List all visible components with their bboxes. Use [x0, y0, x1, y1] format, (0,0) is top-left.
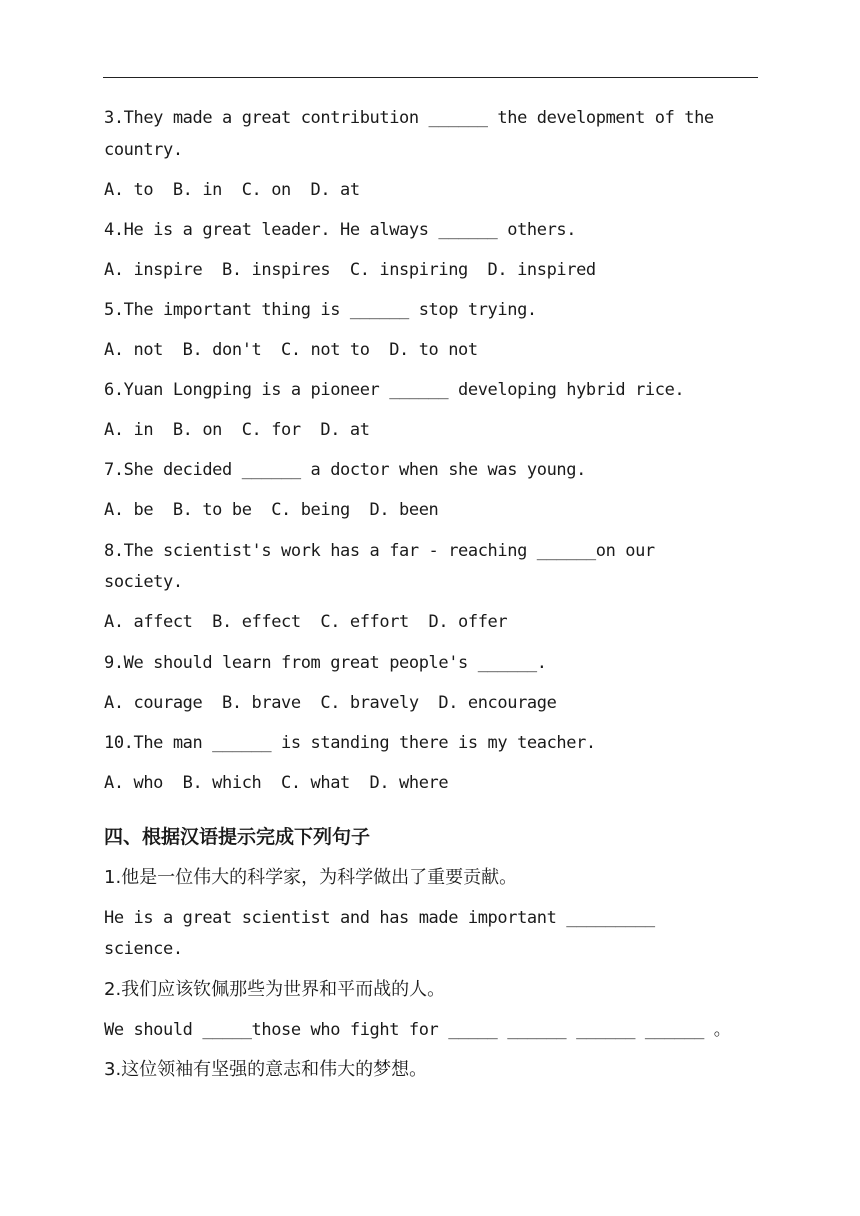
section-4-heading: 四、根据汉语提示完成下列句子: [104, 826, 371, 848]
question-8-stem: 8.The scientist's work has a far - reaching ______on our: [104, 541, 655, 561]
question-8-options: A. affect B. effect C. effort D. offer: [104, 612, 508, 632]
header-rule: [103, 77, 758, 78]
question-10-stem: 10.The man ______ is standing there is my teacher.: [104, 733, 596, 753]
translation-2-english: We should _____those who fight for _____ ______ ______ ______ 。: [104, 1020, 731, 1040]
question-10-options: A. who B. which C. what D. where: [104, 773, 449, 793]
translation-1-english-cont: science.: [104, 939, 183, 959]
question-9-stem: 9.We should learn from great people's ______.: [104, 653, 547, 673]
question-7-stem: 7.She decided ______ a doctor when she was young.: [104, 460, 586, 480]
translation-1-chinese: 1.他是一位伟大的科学家，为科学做出了重要贡献。: [104, 867, 518, 888]
question-9-options: A. courage B. brave C. bravely D. encourage: [104, 693, 557, 713]
question-5-options: A. not B. don't C. not to D. to not: [104, 340, 478, 360]
translation-2-chinese: 2.我们应该钦佩那些为世界和平而战的人。: [104, 979, 446, 1000]
translation-1-english: He is a great scientist and has made important _________: [104, 908, 655, 928]
translation-3-chinese: 3.这位领袖有坚强的意志和伟大的梦想。: [104, 1059, 428, 1080]
question-6-stem: 6.Yuan Longping is a pioneer ______ developing hybrid rice.: [104, 380, 685, 400]
question-3-stem: 3.They made a great contribution ______ the development of the: [104, 108, 714, 128]
question-5-stem: 5.The important thing is ______ stop trying.: [104, 300, 537, 320]
question-4-options: A. inspire B. inspires C. inspiring D. inspired: [104, 260, 596, 280]
question-8-stem-cont: society.: [104, 572, 183, 592]
question-6-options: A. in B. on C. for D. at: [104, 420, 370, 440]
question-3-stem-cont: country.: [104, 140, 183, 160]
question-4-stem: 4.He is a great leader. He always ______ others.: [104, 220, 577, 240]
question-3-options: A. to B. in C. on D. at: [104, 180, 360, 200]
question-7-options: A. be B. to be C. being D. been: [104, 500, 439, 520]
